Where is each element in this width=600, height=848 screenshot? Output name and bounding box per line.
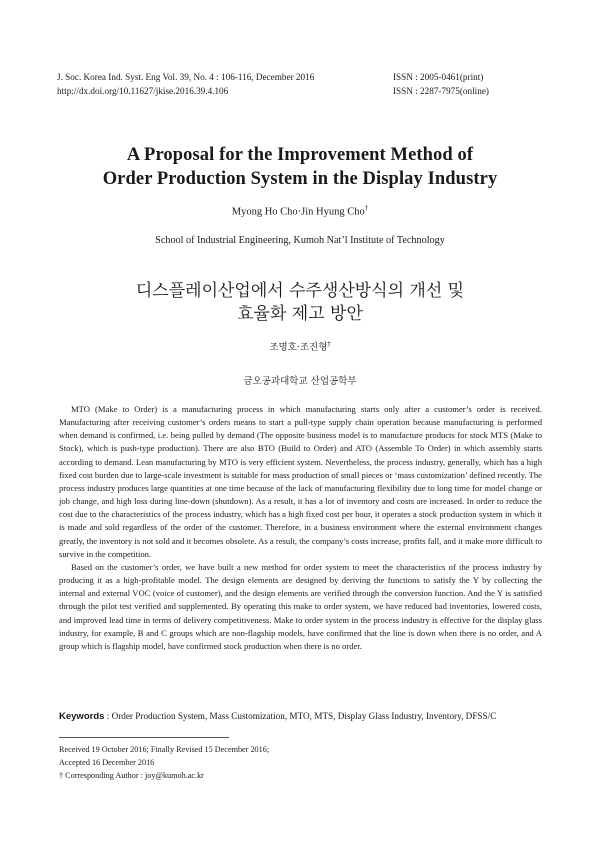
- issn-print: ISSN : 2005-0461(print): [393, 72, 484, 82]
- keywords-label: Keywords: [59, 711, 105, 722]
- accepted-date: Accepted 16 December 2016: [59, 758, 155, 767]
- corresponding-dagger: †: [59, 771, 64, 780]
- corresponding-author-mark: †: [364, 204, 369, 212]
- issn-online: ISSN : 2287-7975(online): [393, 86, 489, 96]
- english-title-line-1: A Proposal for the Improvement Method of: [126, 145, 474, 165]
- korean-corresponding-mark: †: [327, 339, 331, 348]
- journal-header: [57, 70, 543, 98]
- corresponding-author-note: [59, 769, 269, 782]
- korean-affiliation: 금오공과대학교 산업공학부: [243, 376, 357, 387]
- korean-title-line-1: 디스플레이산업에서 수주생산방식의 개선 및: [135, 281, 465, 301]
- abstract-paragraph-1: MTO (Make to Order) is a manufacturing process in which manufacturing starts only after a customer’s order is received. Manufacturing after receiving customer’s orders means to start a pull-type supply chain operation because manufacturing is performed when demand is confirmed, i.e. being pulled by demand (The opposite business model is to manufacture products for stock MTS (Make to Stock), which is push-type production). There are also BTO (Build to Order) and ATO (Assemble To Order) in which assembly starts according to demand. Lean manufacturing by MTO is very efficient system. Nevertheless, the process industry, generally, which has a high fixed cost burden due to large-scale investment is suitable for mass production of small pieces or ‘mass customization’ defined recently. The process industry produces large quantities at one time because of the lack of manufacturing flexibility due to long time for model change or job change, and high loss during line-down (shutdown). As a result, it has a lot of inventory and costs are increased. In order to reduce the cost due to the characteristics of the process industry, which has a high fixed cost per hour, it operates a stock production system in which it is made and sold regardless of the order of the customer. Therefore, in a business environment where the external environment changes greatly, the inventory is not sold and it becomes obsolete. As a result, the company’s costs increase, profits fall, and it make more difficult to survive in the competition.: [59, 404, 542, 559]
- received-date: Received 19 October 2016; Finally Revised 15 December 2016;: [59, 745, 270, 754]
- korean-title: [0, 280, 600, 326]
- keywords: [59, 711, 542, 722]
- english-title-line-2: Order Production System in the Display Industry: [102, 169, 498, 189]
- korean-authors: [0, 339, 600, 353]
- footnotes: [59, 743, 269, 782]
- abstract: [59, 403, 542, 653]
- journal-citation: J. Soc. Korea Ind. Syst. Eng Vol. 39, No. 4 : 106-116, December 2016: [57, 72, 315, 82]
- doi-link[interactable]: http://dx.doi.org/10.11627/jkise.2016.39.4.106: [57, 86, 229, 96]
- keywords-list: Order Production System, Mass Customization, MTO, MTS, Display Glass Industry, Inventory, DFSS/C: [111, 711, 497, 721]
- corresponding-email[interactable]: Corresponding Author : joy@kumoh.ac.kr: [63, 771, 204, 780]
- korean-title-line-2: 효율화 제고 방안: [237, 304, 363, 324]
- english-authors: [0, 204, 600, 218]
- footnote-divider: [59, 737, 229, 738]
- keywords-separator: :: [104, 711, 112, 721]
- abstract-paragraph-2: Based on the customer’s order, we have built a new method for order system to meet the characteristics of the process industry by producing it as a high-profitable model. The design elements are designed by deriving the functions to satisfy the Y by collecting the internal and external VOC (voice of customer), and the design elements are verified through the conversion function. And the Y is satisfied through the pilot test verified and supplemented. By operating this make to order system, we have reduced bad inventories, lowered costs, and improved lead time in terms of delivery competitiveness. Make to order system in the process industry is effective for the display glass industry, for example, B and C groups which are non-flagship models, have confirmed that the line is down when there is no order, and A group which is flagship model, have confirmed stock production when there is no order.: [59, 561, 542, 651]
- english-author-names: Myong Ho Cho·Jin Hyung Cho: [231, 206, 365, 218]
- english-title: [0, 143, 600, 191]
- english-affiliation: School of Industrial Engineering, Kumoh Nat’l Institute of Technology: [155, 235, 445, 246]
- korean-author-names: 조명호·조진형: [269, 342, 328, 353]
